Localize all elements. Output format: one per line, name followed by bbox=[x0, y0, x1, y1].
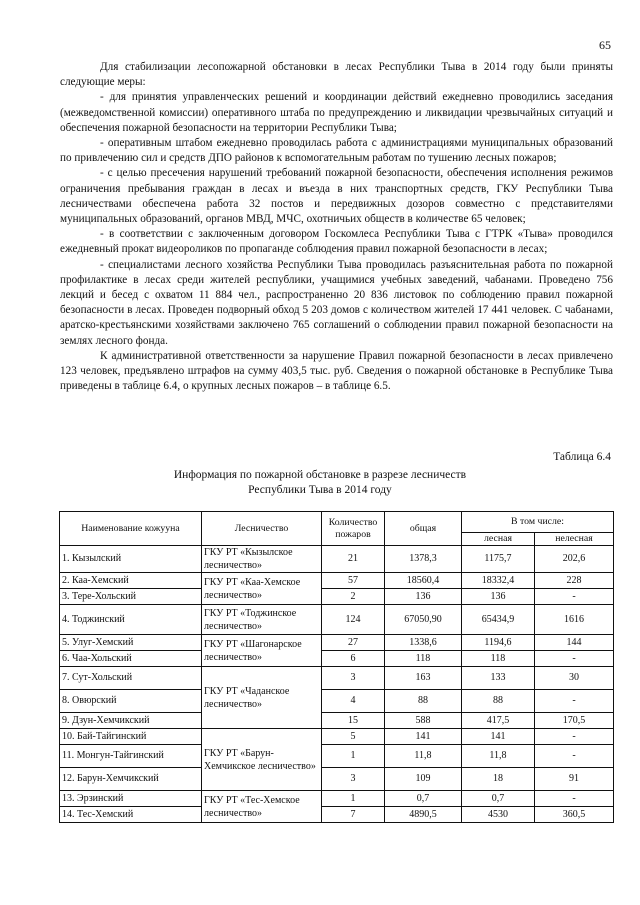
table-row bbox=[60, 667, 614, 690]
total-area-cell: 18560,4 bbox=[385, 573, 462, 589]
forestry-cell: ГКУ РТ «Чаданское лесничество» bbox=[202, 667, 322, 729]
nonforest-area-cell: 30 bbox=[535, 667, 614, 690]
forest-area-cell: 0,7 bbox=[462, 791, 535, 807]
district-cell: 10. Бай-Тайгинский bbox=[60, 729, 202, 745]
table-row bbox=[60, 690, 614, 713]
fire-count-cell: 21 bbox=[322, 546, 385, 573]
header-nonforest-area: нелесная bbox=[535, 533, 614, 546]
header-forestry: Лесничество bbox=[202, 512, 322, 546]
district-cell: 9. Дзун-Хемчикский bbox=[60, 713, 202, 729]
forest-area-cell: 11,8 bbox=[462, 745, 535, 768]
total-area-cell: 118 bbox=[385, 651, 462, 667]
fire-count-cell: 15 bbox=[322, 713, 385, 729]
forestry-cell: ГКУ РТ «Кызылское лесничество» bbox=[202, 546, 322, 573]
nonforest-area-cell: 144 bbox=[535, 635, 614, 651]
district-cell: 5. Улуг-Хемский bbox=[60, 635, 202, 651]
forestry-cell: ГКУ РТ «Барун-Хемчикское лесничество» bbox=[202, 729, 322, 791]
nonforest-area-cell: 91 bbox=[535, 768, 614, 791]
fire-count-cell: 3 bbox=[322, 667, 385, 690]
body-text bbox=[60, 60, 613, 394]
table-row bbox=[60, 546, 614, 573]
nonforest-area-cell: - bbox=[535, 791, 614, 807]
forestry-cell: ГКУ РТ «Каа-Хемское лесничество» bbox=[202, 573, 322, 605]
table-row bbox=[60, 651, 614, 667]
forest-area-cell: 18332,4 bbox=[462, 573, 535, 589]
table-row bbox=[60, 713, 614, 729]
header-fire-count: Количество пожаров bbox=[322, 512, 385, 546]
forestry-cell: ГКУ РТ «Шагонарское лесничество» bbox=[202, 635, 322, 667]
header-district: Наименование кожууна bbox=[60, 512, 202, 546]
fire-count-cell: 5 bbox=[322, 729, 385, 745]
forest-area-cell: 1194,6 bbox=[462, 635, 535, 651]
forestry-cell: ГКУ РТ «Тоджинское лесничество» bbox=[202, 605, 322, 635]
total-area-cell: 88 bbox=[385, 690, 462, 713]
fire-count-cell: 124 bbox=[322, 605, 385, 635]
paragraph: - для принятия управленческих решений и координации действий ежедневно проводились заседания (межведомственной комиссии) оперативного штаба по предупреждению и ликвидации чрезвычайных ситуаций и обеспечения пожарной безопасности на территории Республики Тыва; bbox=[60, 91, 613, 134]
nonforest-area-cell: - bbox=[535, 651, 614, 667]
nonforest-area-cell: 228 bbox=[535, 573, 614, 589]
header-total-area: общая bbox=[385, 512, 462, 546]
table-title bbox=[0, 468, 640, 498]
nonforest-area-cell: - bbox=[535, 589, 614, 605]
forest-area-cell: 133 bbox=[462, 667, 535, 690]
nonforest-area-cell: 1616 bbox=[535, 605, 614, 635]
district-cell: 4. Тоджинский bbox=[60, 605, 202, 635]
table-row bbox=[60, 807, 614, 823]
forest-area-cell: 4530 bbox=[462, 807, 535, 823]
district-cell: 11. Монгун-Тайгинский bbox=[60, 745, 202, 768]
forest-area-cell: 65434,9 bbox=[462, 605, 535, 635]
total-area-cell: 67050,90 bbox=[385, 605, 462, 635]
fire-count-cell: 57 bbox=[322, 573, 385, 589]
fire-count-cell: 2 bbox=[322, 589, 385, 605]
total-area-cell: 1378,3 bbox=[385, 546, 462, 573]
total-area-cell: 4890,5 bbox=[385, 807, 462, 823]
table-row bbox=[60, 589, 614, 605]
nonforest-area-cell: - bbox=[535, 745, 614, 768]
total-area-cell: 0,7 bbox=[385, 791, 462, 807]
fire-count-cell: 1 bbox=[322, 745, 385, 768]
total-area-cell: 163 bbox=[385, 667, 462, 690]
paragraph: - в соответствии с заключенным договором Госкомлеса Республики Тыва с ГТРК «Тыва» проводился ежедневный прокат видеороликов по пропаганде соблюдения правил пожарной безопасности в лесах; bbox=[60, 228, 613, 256]
total-area-cell: 141 bbox=[385, 729, 462, 745]
paragraph: К административной ответственности за нарушение Правил пожарной безопасности в лесах привлечено 123 человек, предъявлено штрафов на сумму 403,5 тыс. руб. Сведения о пожарной обстановке в Республике Тыва приведены в таблице 6.4, о крупных лесных пожаров – в таблице 6.5. bbox=[60, 349, 613, 393]
district-cell: 13. Эрзинский bbox=[60, 791, 202, 807]
table-row bbox=[60, 635, 614, 651]
paragraph: Для стабилизации лесопожарной обстановки в лесах Республики Тыва в 2014 году были приняты следующие меры: bbox=[60, 61, 613, 89]
district-cell: 14. Тес-Хемский bbox=[60, 807, 202, 823]
total-area-cell: 109 bbox=[385, 768, 462, 791]
total-area-cell: 588 bbox=[385, 713, 462, 729]
total-area-cell: 11,8 bbox=[385, 745, 462, 768]
fire-count-cell: 7 bbox=[322, 807, 385, 823]
forestry-cell: ГКУ РТ «Тес-Хемское лесничество» bbox=[202, 791, 322, 823]
total-area-cell: 1338,6 bbox=[385, 635, 462, 651]
nonforest-area-cell: 170,5 bbox=[535, 713, 614, 729]
fire-situation-table bbox=[59, 511, 614, 823]
forest-area-cell: 136 bbox=[462, 589, 535, 605]
district-cell: 7. Сут-Хольский bbox=[60, 667, 202, 690]
page-number: 65 bbox=[599, 38, 611, 52]
header-forest-area: лесная bbox=[462, 533, 535, 546]
table-title-line: Информация по пожарной обстановке в разрезе лесничеств bbox=[173, 469, 467, 481]
fire-count-cell: 1 bbox=[322, 791, 385, 807]
table-row bbox=[60, 768, 614, 791]
nonforest-area-cell: - bbox=[535, 690, 614, 713]
forest-area-cell: 118 bbox=[462, 651, 535, 667]
nonforest-area-cell: 202,6 bbox=[535, 546, 614, 573]
table-label: Таблица 6.4 bbox=[553, 451, 611, 463]
total-area-cell: 136 bbox=[385, 589, 462, 605]
district-cell: 6. Чаа-Хольский bbox=[60, 651, 202, 667]
nonforest-area-cell: 360,5 bbox=[535, 807, 614, 823]
fire-count-cell: 6 bbox=[322, 651, 385, 667]
paragraph: - специалистами лесного хозяйства Республики Тыва проводилась разъяснительная работа по пожарной профилактике в лесах среди жителей республики, учащимися учебных заведений, чабанами. Проведено 756 лекций и бесед с охватом 11 884 чел., распространенно 20 836 листовок по соблюдению правил пожарной безопасности в лесах. Проведен подворный обход 5 203 домов с количеством жителей 17 441 человек. С чабанами, аратско-крестьянскими хозяйствами заключено 765 соглашений о соблюдении правил пожарной безопасности на землях лесного фонда. bbox=[60, 258, 613, 347]
table-row bbox=[60, 729, 614, 745]
fire-count-cell: 4 bbox=[322, 690, 385, 713]
forest-area-cell: 88 bbox=[462, 690, 535, 713]
table-row bbox=[60, 745, 614, 768]
paragraph: - с целью пресечения нарушений требований пожарной безопасности, обеспечения исполнения режимов ограничения пребывания граждан в лесах и въезда в них транспортных средств, ГКУ Республики Тыва лесничествами обеспечена работа 32 постов и передвижных дозоров совместно с представителями муниципальных образований, органов МВД, МЧС, охотничьих обществ в количестве 65 человек; bbox=[60, 167, 613, 226]
district-cell: 12. Барун-Хемчикский bbox=[60, 768, 202, 791]
forest-area-cell: 18 bbox=[462, 768, 535, 791]
district-cell: 2. Каа-Хемский bbox=[60, 573, 202, 589]
table-row bbox=[60, 791, 614, 807]
table-title-line: Республики Тыва в 2014 году bbox=[248, 484, 392, 496]
nonforest-area-cell: - bbox=[535, 729, 614, 745]
table-row bbox=[60, 605, 614, 635]
forest-area-cell: 141 bbox=[462, 729, 535, 745]
paragraph: - оперативным штабом ежедневно проводилась работа с администрациями муниципальных образований по привлечению сил и средств ДПО районов к вспомогательным работам по тушению лесных пожаров; bbox=[60, 137, 613, 165]
fire-count-cell: 3 bbox=[322, 768, 385, 791]
forest-area-cell: 1175,7 bbox=[462, 546, 535, 573]
district-cell: 3. Тере-Хольский bbox=[60, 589, 202, 605]
header-including: В том числе: bbox=[462, 512, 614, 533]
district-cell: 8. Овюрский bbox=[60, 690, 202, 713]
forest-area-cell: 417,5 bbox=[462, 713, 535, 729]
district-cell: 1. Кызылский bbox=[60, 546, 202, 573]
table-row bbox=[60, 573, 614, 589]
fire-count-cell: 27 bbox=[322, 635, 385, 651]
